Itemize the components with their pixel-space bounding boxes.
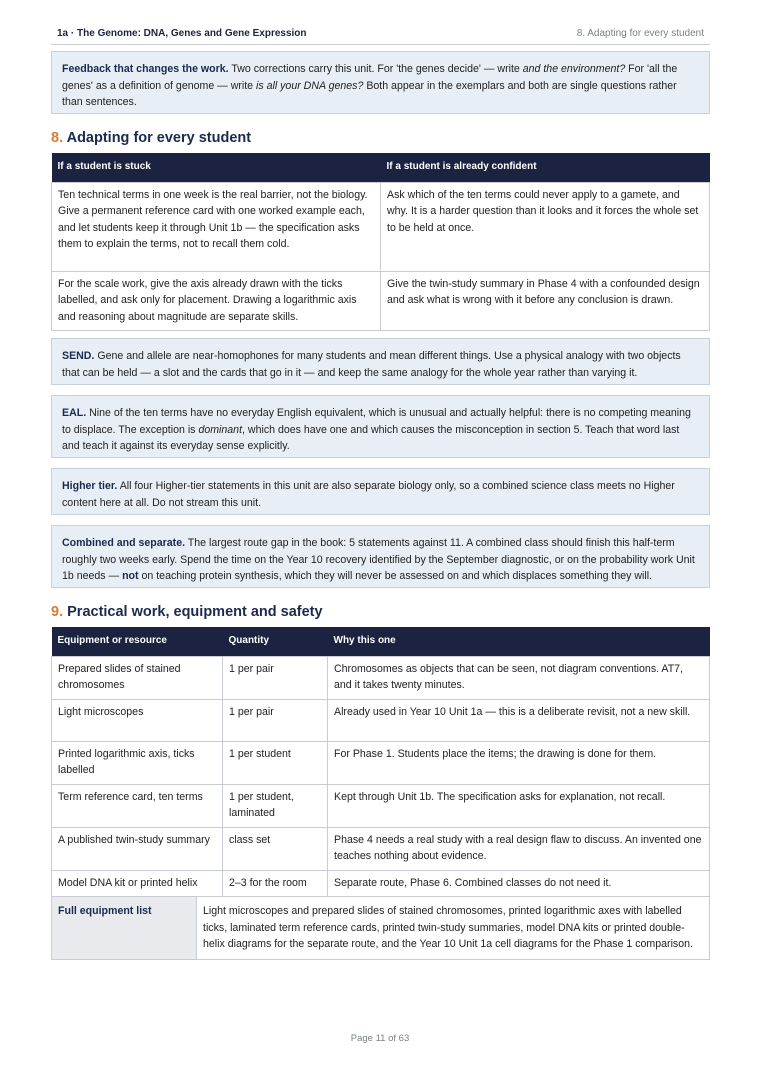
table-cell: Chromosomes as objects that can be seen, not diagram conventions. AT7, and it takes twenty minutes.: [328, 656, 710, 699]
send-callout: [51, 338, 710, 385]
table-row: [52, 656, 710, 699]
column-header-equipment: Equipment or resource: [52, 627, 223, 656]
feedback-italic-1: and the environment?: [522, 63, 626, 75]
equipment-list-row: [52, 897, 710, 960]
table-cell: Prepared slides of stained chromosomes: [52, 656, 223, 699]
feedback-text-3: Both appear in the exemplars and both are single questions rather than sentences.: [62, 79, 677, 108]
table-cell: Separate route, Phase 6. Combined classes do not need it.: [328, 870, 710, 897]
table-cell: Term reference card, ten terms: [52, 784, 223, 827]
full-equipment-list: [51, 896, 710, 960]
eal-text-2: , which does have one and which causes the misconception in section 5. Teach that word last and teach it against its everyday sense explicitly.: [62, 423, 680, 452]
section-8-number: 8.: [51, 130, 64, 146]
section-9-title: Practical work, equipment and safety: [67, 604, 323, 620]
eal-lead: EAL.: [62, 407, 87, 419]
eal-italic: dominant: [198, 423, 243, 436]
table-cell: 1 per student, laminated: [223, 784, 328, 827]
send-lead: SEND.: [62, 350, 95, 362]
section-9-number: 9.: [51, 604, 64, 620]
equipment-list-label: Full equipment list: [52, 897, 197, 960]
feedback-text-2: For 'all the genes' as a definition of genome — write: [62, 63, 678, 92]
section-title: 8. Adapting for every student: [576, 28, 704, 39]
table-cell: Phase 4 needs a real study with a real design flaw to discuss. An invented one teaches nothing about evidence.: [328, 827, 710, 870]
table-cell: Already used in Year 10 Unit 1a — this is a deliberate revisit, not a new skill.: [328, 699, 710, 741]
feedback-italic-2: is all your DNA genes?: [256, 79, 364, 92]
eal-text-1: Nine of the ten terms have no everyday English equivalent, which is unusual and actually helpful: there is no competing meaning to displace. The exception is: [62, 407, 691, 436]
table-cell: For Phase 1. Students place the items; the drawing is done for them.: [328, 741, 710, 784]
table-cell: For the scale work, give the axis already drawn with the ticks labelled, and ask only for placement. Drawing a logarithmic axis and reasoning about magnitude are separate skills.: [52, 271, 381, 331]
unit-title: 1a · The Genome: DNA, Genes and Gene Expression: [57, 28, 307, 39]
table-cell: Ten technical terms in one week is the real barrier, not the biology. Give a permanent reference card with one worked example each, and let students keep it through Unit 1b — the specification asks them to explain the terms, not to recall them cold.: [52, 182, 381, 271]
section-8-title: Adapting for every student: [66, 130, 252, 146]
equipment-table-header: [52, 627, 710, 656]
eal-callout: [51, 395, 710, 458]
column-header-confident: If a student is already confident: [381, 153, 710, 182]
table-row: [52, 271, 710, 331]
section-9-heading: [51, 604, 323, 620]
table-cell: 1 per student: [223, 741, 328, 784]
send-text: Gene and allele are near-homophones for many students and mean different things. Use a physical analogy with two objects that can be held — a slot and the cards that go in it — and keep the same analogy for the whole year rather than varying it.: [62, 350, 681, 379]
table-row: [52, 870, 710, 897]
equipment-table: [51, 627, 710, 897]
table-row: [52, 784, 710, 827]
table-cell: 1 per pair: [223, 656, 328, 699]
feedback-callout: [51, 51, 710, 114]
feedback-lead: Feedback that changes the work.: [62, 63, 229, 75]
table-row: [52, 741, 710, 784]
table-cell: A published twin-study summary: [52, 827, 223, 870]
table-cell: Give the twin-study summary in Phase 4 with a confounded design and ask what is wrong with it before any conclusion is drawn.: [381, 271, 710, 331]
table-cell: Kept through Unit 1b. The specification asks for explanation, not recall.: [328, 784, 710, 827]
higher-tier-lead: Higher tier.: [62, 480, 118, 492]
table-cell: Light microscopes: [52, 699, 223, 741]
combined-bold: not: [122, 570, 139, 582]
table-cell: Model DNA kit or printed helix: [52, 870, 223, 897]
table-cell: 1 per pair: [223, 699, 328, 741]
column-header-stuck: If a student is stuck: [52, 153, 381, 182]
table-cell: 2–3 for the room: [223, 870, 328, 897]
higher-tier-text: All four Higher-tier statements in this unit are also separate biology only, so a combined science class meets no Higher content here at all. Do not stream this unit.: [62, 480, 675, 509]
feedback-text-1: Two corrections carry this unit. For 'the genes decide' — write: [228, 63, 523, 75]
page-number: Page 11 of 63: [350, 1033, 410, 1044]
column-header-quantity: Quantity: [223, 627, 328, 656]
combined-separate-callout: [51, 525, 710, 588]
table-cell: class set: [223, 827, 328, 870]
table-row: [52, 827, 710, 870]
running-header: [51, 28, 710, 45]
table-row: [52, 182, 710, 271]
higher-tier-callout: [51, 468, 710, 515]
combined-text-2: on teaching protein synthesis, which they will never be assessed on and which displaces something they will.: [138, 570, 653, 582]
equipment-list-text: Light microscopes and prepared slides of stained chromosomes, printed logarithmic axes with labelled ticks, laminated term reference cards, printed twin-study summaries, model DNA kits or printed double-helix diagrams for the separate route, and the Year 10 Unit 1a cell diagrams for the Phase 1 comparison.: [197, 897, 710, 960]
table-row: [52, 699, 710, 741]
adapting-table: [51, 153, 710, 331]
section-8-heading: [51, 130, 251, 146]
adapting-table-header: [52, 153, 710, 182]
column-header-why: Why this one: [328, 627, 710, 656]
table-cell: Printed logarithmic axis, ticks labelled: [52, 741, 223, 784]
combined-text-1: The largest route gap in the book: 5 statements against 11. A combined class should finish this half-term roughly two weeks early. Spend the time on the Year 10 recovery identified by the September diagnostic, or on the probability work Unit 1b needs —: [62, 537, 695, 582]
combined-lead: Combined and separate.: [62, 537, 186, 549]
table-cell: Ask which of the ten terms could never apply to a gamete, and why. It is a harder question than it looks and it forces the whole set to be held at once.: [381, 182, 710, 271]
